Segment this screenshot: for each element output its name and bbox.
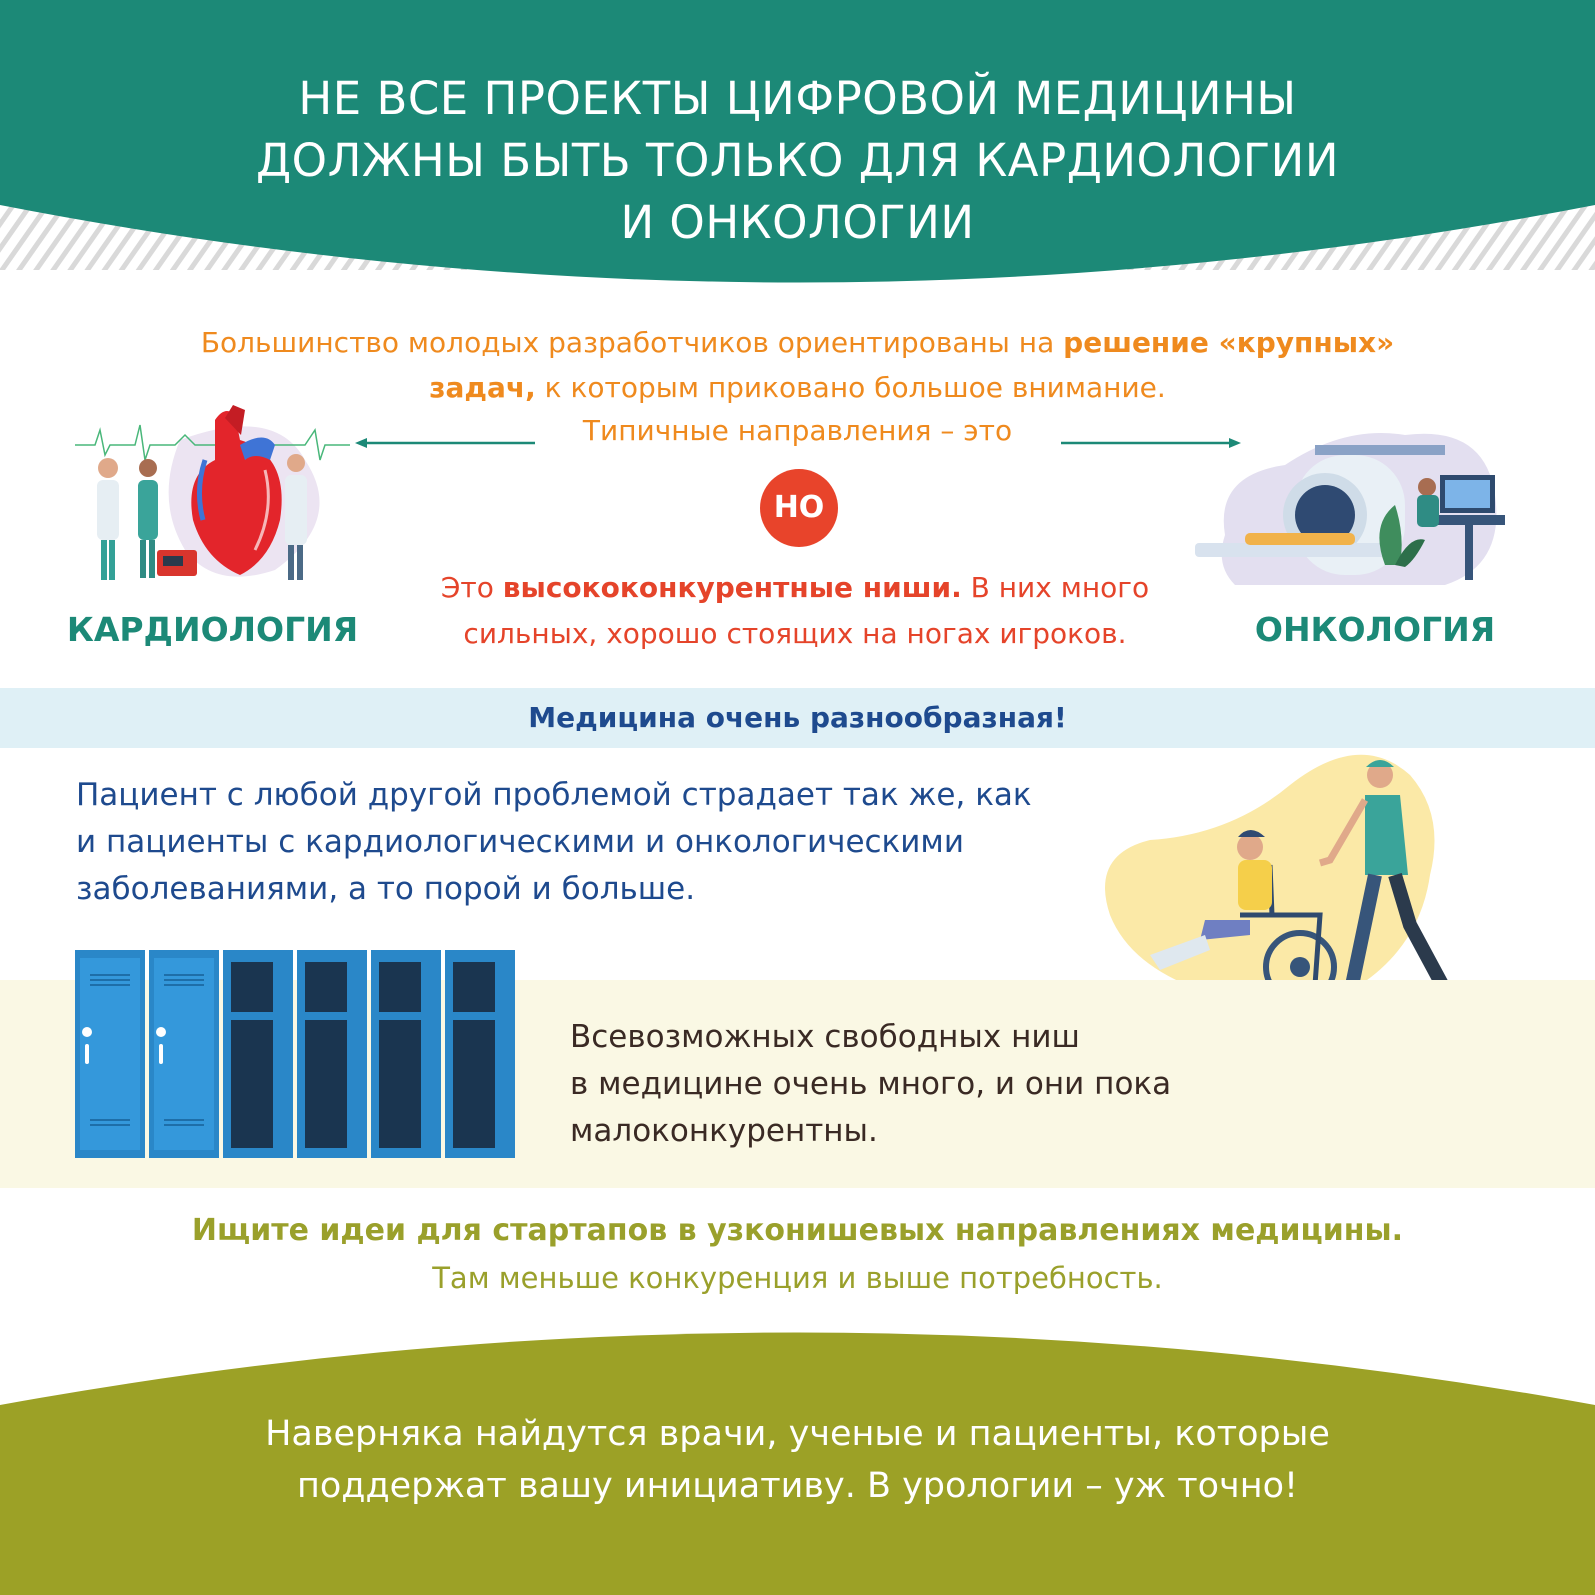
page-title-line: И ОНКОЛОГИИ (620, 196, 975, 249)
intro-text (100, 320, 1495, 410)
competition-text-part: сильных, хорошо стоящих на ногах игроков. (463, 617, 1127, 650)
competition-text-part: Это (440, 571, 503, 604)
patient-text (76, 772, 1086, 913)
oncology-illustration (1195, 415, 1525, 595)
intro-text-bold: решение «крупных» (1063, 326, 1395, 359)
footer-text (0, 1408, 1595, 1512)
cardiology-label: КАРДИОЛОГИЯ (66, 610, 359, 649)
page-title-line: НЕ ВСЕ ПРОЕКТЫ ЦИФРОВОЙ МЕДИЦИНЫ (298, 72, 1297, 125)
patient-text-line: Пациент с любой другой проблемой страдает так же, как (76, 777, 1032, 813)
intro-text-part: к которым приковано большое внимание. (535, 371, 1166, 404)
competition-text-bold: высококонкурентные ниши. (502, 571, 962, 604)
niches-text-line: Всевозможных свободных ниш (570, 1019, 1080, 1055)
intro-text-part: Большинство молодых разработчиков ориентированы на (200, 326, 1064, 359)
patient-text-line: и пациенты с кардиологическими и онкологическими (76, 824, 964, 860)
competition-text (380, 565, 1210, 657)
niches-text (570, 1014, 1250, 1155)
footer-text-line: поддержат вашу инициативу. В урологии – уж точно! (296, 1466, 1299, 1506)
typical-directions-text: Типичные направления – это (582, 414, 1013, 447)
page-title-line: ДОЛЖНЫ БЫТЬ ТОЛЬКО ДЛЯ КАРДИОЛОГИИ (256, 134, 1339, 187)
competition-text-part: В них много (961, 571, 1150, 604)
no-badge: НО (760, 469, 838, 547)
search-ideas-subtitle: Там меньше конкуренция и выше потребность. (432, 1261, 1163, 1295)
diverse-medicine-banner: Медицина очень разнообразная! (0, 688, 1595, 748)
cardiology-illustration (75, 400, 350, 600)
page-title (0, 68, 1595, 254)
lockers-illustration (75, 950, 525, 1160)
niches-text-line: в медицине очень много, и они пока (570, 1066, 1172, 1102)
oncology-label: ОНКОЛОГИЯ (1254, 610, 1496, 649)
search-ideas-title: Ищите идеи для стартапов в узконишевых направлениях медицины. (191, 1213, 1404, 1248)
niches-text-line: малоконкурентны. (570, 1113, 878, 1149)
intro-text-bold: задач, (429, 371, 536, 404)
patient-text-line: заболеваниями, а то порой и больше. (76, 871, 696, 907)
footer-text-line: Наверняка найдутся врачи, ученые и пациенты, которые (265, 1414, 1330, 1454)
